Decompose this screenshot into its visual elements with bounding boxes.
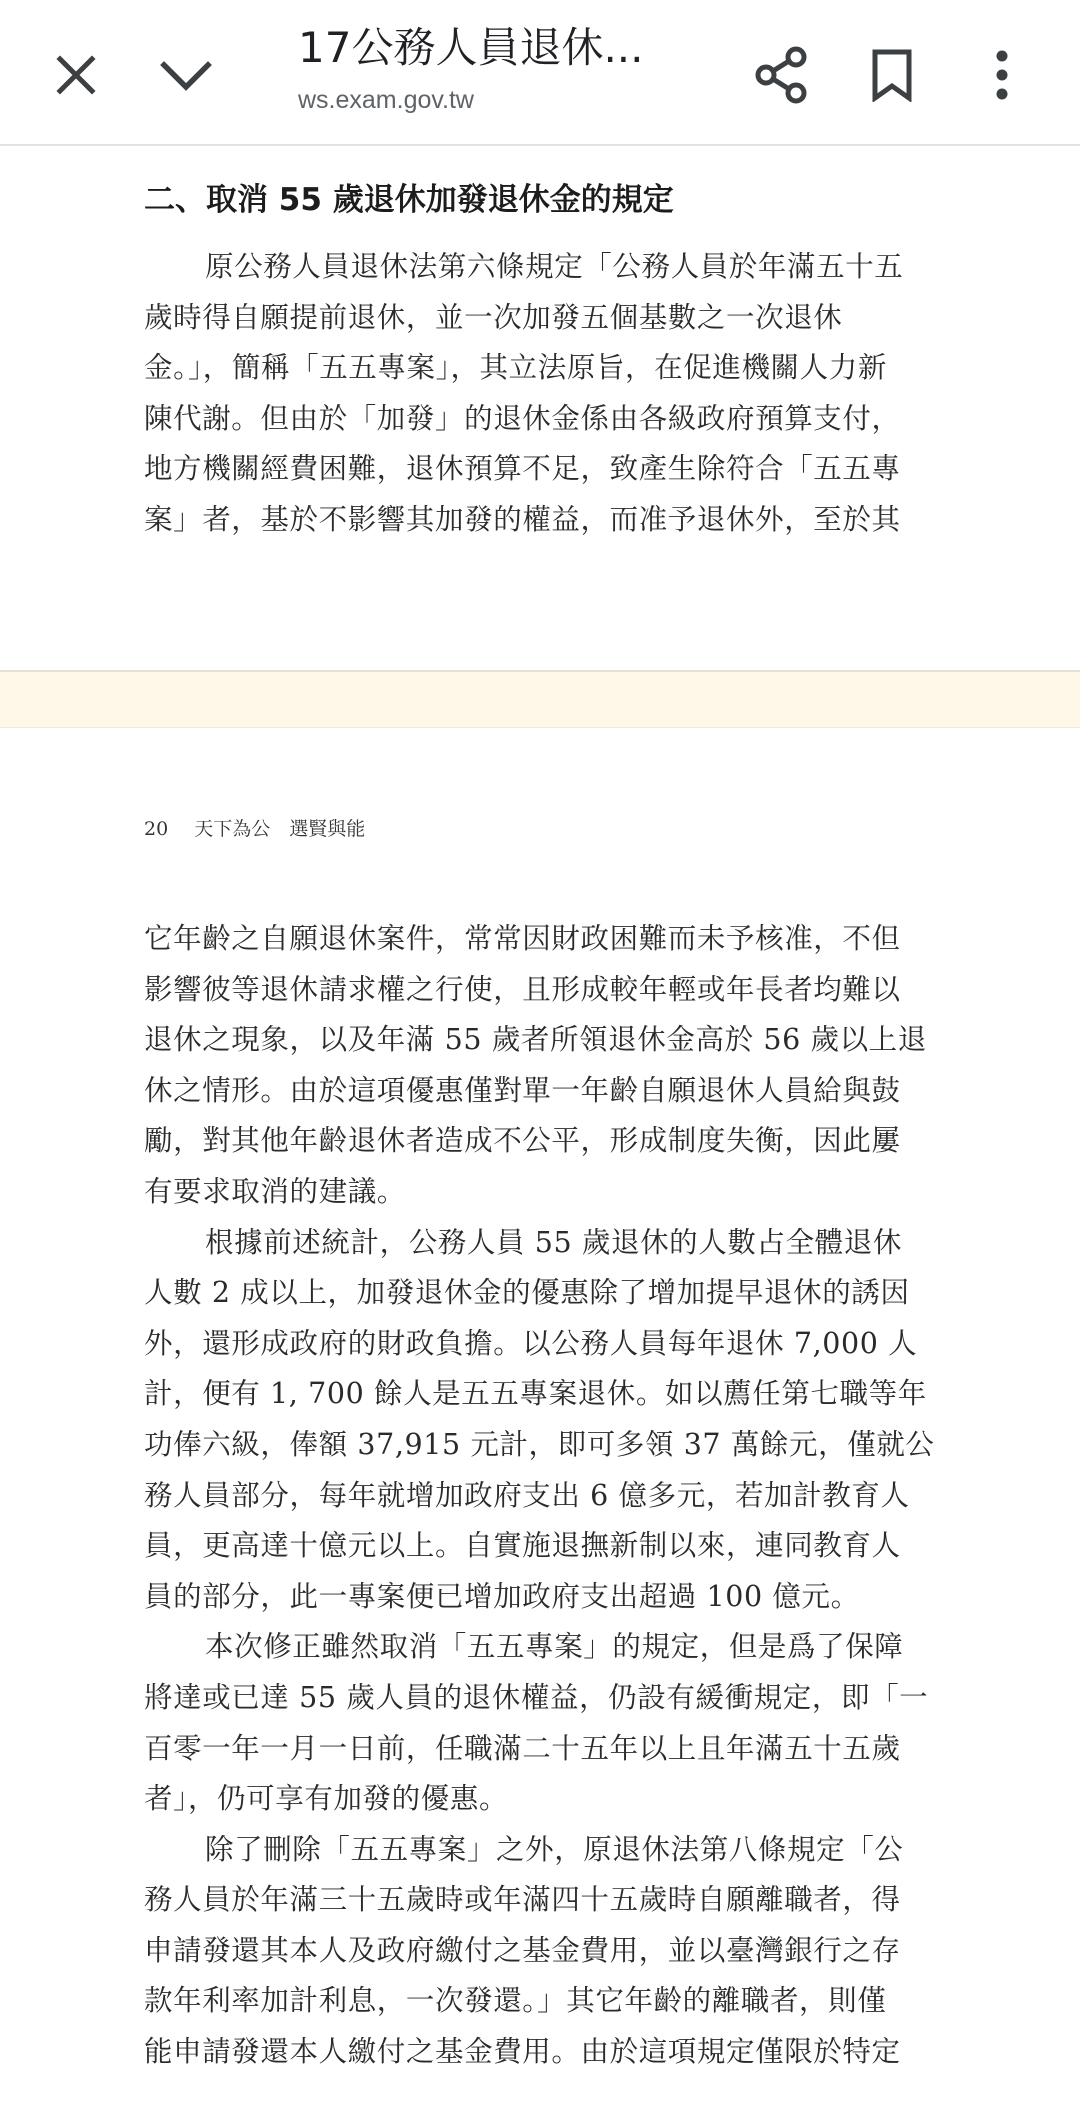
page1-body (144, 242, 944, 546)
share-icon (754, 45, 810, 105)
document-page-2 (0, 728, 1080, 2101)
running-title: 天下為公 選賢與能 (194, 818, 366, 840)
text-line: 功俸六級，俸額 37,915 元計，即可多領 37 萬餘元，僅就公 (144, 1427, 935, 1461)
document-page-1 (0, 148, 1080, 670)
text-line: 案」者，基於不影響其加發的權益，而准予退休外，至於其 (144, 502, 901, 536)
more-options-button[interactable] (960, 33, 1044, 117)
text-line: 歲時得自願提前退休，並一次加發五個基數之一次退休 (144, 300, 843, 334)
text-line: 它年齡之自願退休案件，常常因財政困難而未予核准，不但 (144, 922, 901, 955)
text-line: 金。」，簡稱「五五專案」，其立法原旨，在促進機關人力新 (144, 351, 887, 385)
text-line: 退休之現象，以及年滿 55 歲者所領退休金高於 56 歲以上退 (144, 1023, 927, 1057)
text-line: 有要求取消的建議。 (144, 1174, 406, 1208)
running-header (144, 814, 391, 841)
text-line: 原公務人員退休法第六條規定「公務人員於年滿五十五 (205, 250, 904, 283)
text-line: 務人員於年滿三十五歲時或年滿四十五歲時自願離職者，得 (144, 1883, 901, 1917)
text-line: 人數 2 成以上，加發退休金的優惠除了增加提早退休的誘因 (144, 1276, 910, 1310)
text-line: 陳代謝。但由於「加發」的退休金係由各級政府預算支付， (144, 401, 901, 435)
text-line: 外，還形成政府的財政負擔。以公務人員每年退休 7,000 人 (144, 1326, 918, 1360)
text-line: 影響彼等退休請求權之行使，且形成較年輕或年長者均難以 (144, 972, 901, 1006)
text-line: 本次修正雖然取消「五五專案」的規定，但是爲了保障 (205, 1630, 904, 1664)
share-button[interactable] (740, 33, 824, 117)
text-line: 休之情形。由於這項優惠僅對單一年齡自願退休人員給與鼓 (144, 1073, 901, 1107)
text-line: 勵，對其他年齡退休者造成不公平，形成制度失衡，因此屢 (144, 1124, 901, 1158)
bookmark-button[interactable] (850, 33, 934, 117)
text-line: 款年利率加計利息，一次發還。」其它年齡的離職者，則僅 (144, 1984, 887, 2018)
close-button[interactable] (34, 33, 118, 117)
bookmark-icon (870, 48, 914, 102)
collapse-button[interactable] (144, 33, 228, 117)
more-vert-icon (994, 49, 1010, 101)
page-url: ws.exam.gov.tw (298, 86, 474, 114)
text-line: 根據前述統計，公務人員 55 歲退休的人數占全體退休 (205, 1225, 902, 1259)
text-line: 計，便有 1, 700 餘人是五五專案退休。如以薦任第七職等年 (144, 1377, 927, 1411)
top-app-bar (0, 0, 1080, 146)
text-line: 務人員部分，每年就增加政府支出 6 億多元，若加計教育人 (144, 1478, 910, 1512)
text-line: 者」，仍可享有加發的優惠。 (144, 1782, 509, 1816)
page-separator (0, 670, 1080, 728)
page-number: 20 (144, 818, 169, 840)
chevron-down-icon (158, 55, 214, 95)
title-block (298, 20, 718, 115)
text-line: 員，更高達十億元以上。自實施退撫新制以來，連同教育人 (144, 1529, 901, 1563)
text-line: 申請發還其本人及政府繳付之基金費用，並以臺灣銀行之存 (144, 1933, 901, 1967)
close-icon (52, 51, 100, 99)
page-title: 17公務人員退休... (298, 23, 644, 72)
text-line: 除了刪除「五五專案」之外，原退休法第八條規定「公 (205, 1832, 904, 1866)
text-line: 能申請發還本人繳付之基金費用。由於這項規定僅限於特定 (144, 2035, 901, 2069)
text-line: 將達或已達 55 歲人員的退休權益，仍設有緩衝規定，即「一 (144, 1680, 929, 1714)
section-heading: 二、取消 55 歲退休加發退休金的規定 (144, 182, 674, 218)
text-line: 百零一年一月一日前，任職滿二十五年以上且年滿五十五歲 (144, 1731, 901, 1765)
text-line: 地方機關經費困難，退休預算不足，致產生除符合「五五專 (144, 452, 901, 486)
page2-body (144, 914, 944, 2078)
text-line: 員的部分，此一專案便已增加政府支出超過 100 億元。 (144, 1579, 860, 1613)
